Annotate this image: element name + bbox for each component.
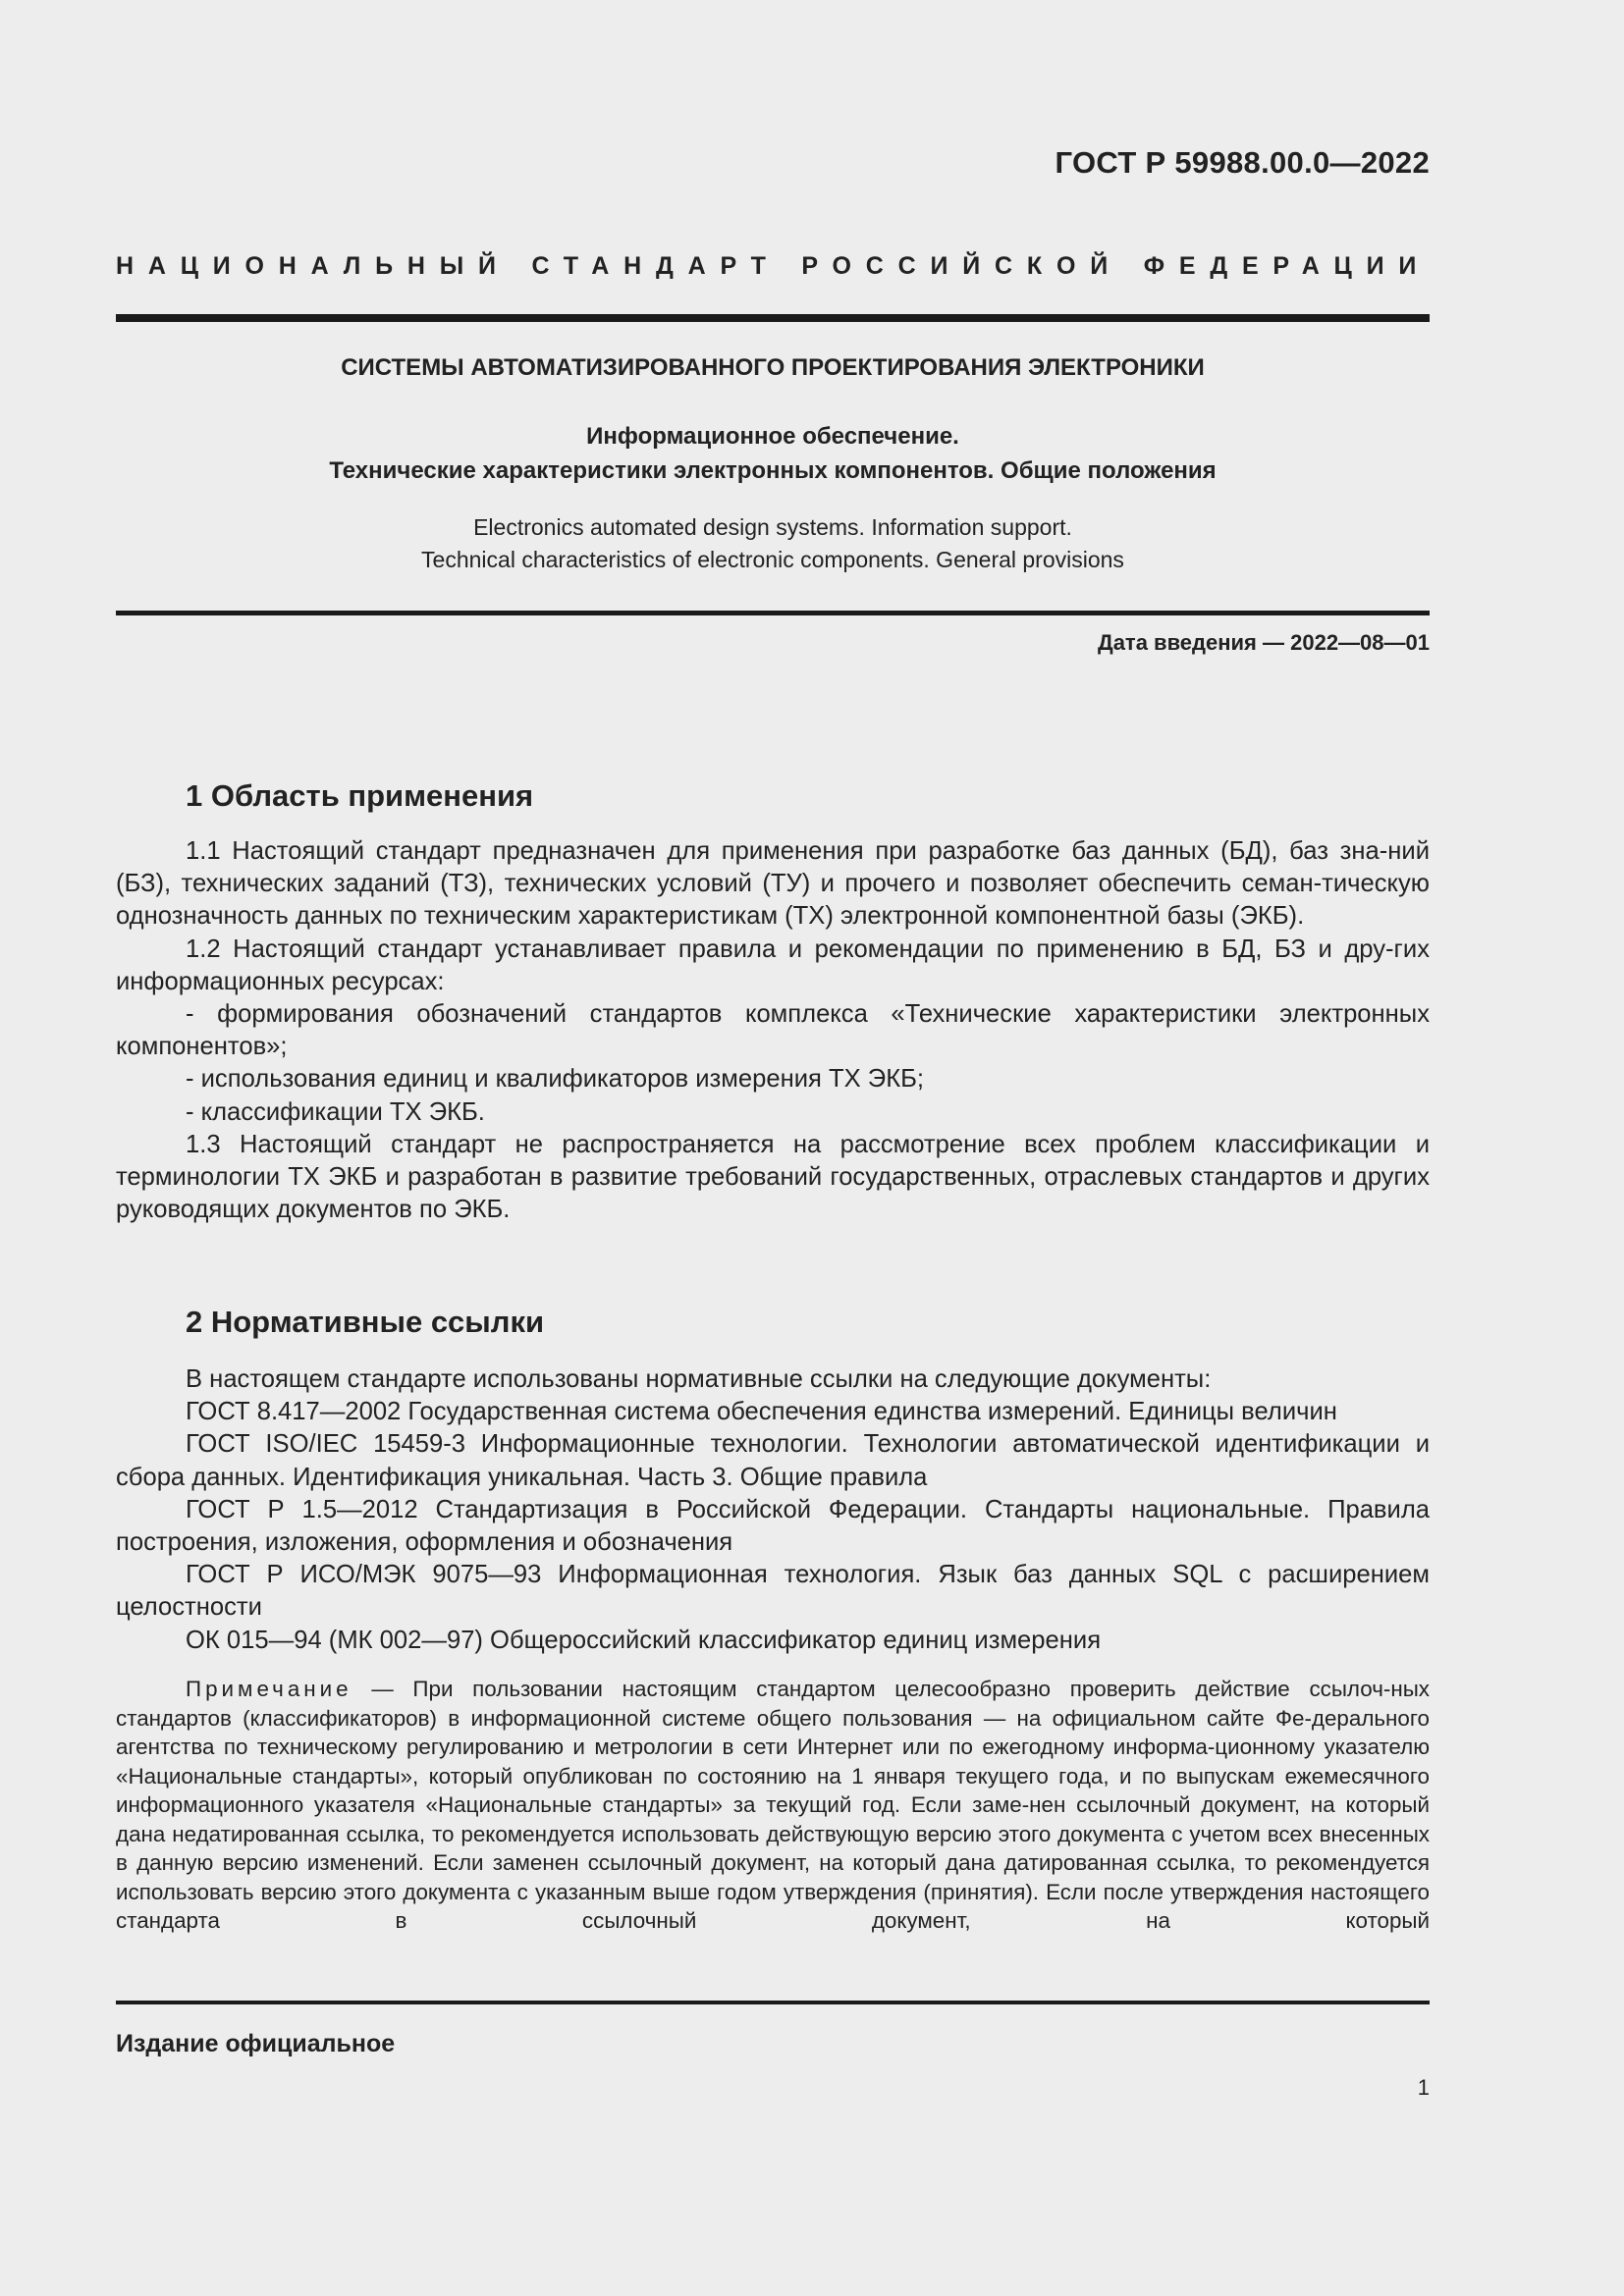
title-rule bbox=[116, 611, 1430, 615]
note-text: — При пользовании настоящим стандартом целесообразно проверить действие ссылоч-ных стандартов (классификаторов) в информационной системе общего пользования — на официальном сайте Фе-дерального агентства по техническому регулированию и метрологии в сети Интернет или по ежегодному информа-ционному указателю «Национальные стандарты», который опубликован по состоянию на 1 января текущего года, и по выпускам ежемесячного информационного указателя «Национальные стандарты» за текущий год. Если заме-нен ссылочный документ, на который дана недатированная ссылка, то рекомендуется использовать действующую версию этого документа с учетом всех внесенных в данную версию изменений. Если заменен ссылочный документ, на который дана датированная ссылка, то рекомендуется использовать версию этого документа с указанным выше годом утверждения (принятия). Если после утверждения настоящего стандарта в ссылочный документ, на который bbox=[116, 1677, 1430, 1933]
section-2-body bbox=[116, 1363, 1430, 1657]
english-title-line-1: Electronics automated design systems. Information support. bbox=[473, 514, 1072, 540]
note bbox=[116, 1675, 1430, 1936]
reference-item: ГОСТ 8.417—2002 Государственная система обеспечения единства измерений. Единицы величин bbox=[186, 1398, 1337, 1426]
subtitle-line-2: Технические характеристики электронных компонентов. Общие положения bbox=[329, 457, 1217, 484]
page-number: 1 bbox=[1417, 2075, 1430, 2100]
reference-item: ГОСТ ISO/IEC 15459-3 Информационные технологии. Технологии автоматической идентификации и сбора данных. Идентификация уникальная. Часть 3. Общие правила bbox=[116, 1430, 1430, 1491]
reference-item: ГОСТ Р 1.5—2012 Стандартизация в Российской Федерации. Стандарты национальные. Правила построения, изложения, оформления и обозначения bbox=[116, 1495, 1430, 1557]
section-1-heading: 1 Область применения bbox=[186, 778, 534, 813]
document-subtitle bbox=[116, 419, 1430, 488]
document-title: СИСТЕМЫ АВТОМАТИЗИРОВАННОГО ПРОЕКТИРОВАНИЯ ЭЛЕКТРОНИКИ bbox=[341, 354, 1205, 381]
header-rule bbox=[116, 314, 1430, 322]
section-1-body bbox=[116, 835, 1430, 1226]
references-intro: В настоящем стандарте использованы нормативные ссылки на следующие документы: bbox=[186, 1365, 1212, 1393]
paragraph-1-3: 1.3 Настоящий стандарт не распространяется на рассмотрение всех проблем классификации и терминологии ТХ ЭКБ и разработан в развитие требований государственных, отраслевых стандартов и других руководящих документов по ЭКБ. bbox=[116, 1130, 1430, 1224]
note-label: Примечание bbox=[186, 1677, 352, 1701]
official-edition-label: Издание официальное bbox=[116, 2030, 396, 2057]
list-item: - формирования обозначений стандартов комплекса «Технические характеристики электронных компонентов»; bbox=[116, 1000, 1430, 1061]
english-title bbox=[116, 511, 1430, 576]
document-number: ГОСТ Р 59988.00.0—2022 bbox=[1055, 145, 1430, 180]
subtitle-line-1: Информационное обеспечение. bbox=[586, 423, 959, 450]
reference-item: ГОСТ Р ИСО/МЭК 9075—93 Информационная технология. Язык баз данных SQL с расширением целостности bbox=[116, 1561, 1430, 1622]
introduction-date: Дата введения — 2022—08—01 bbox=[1098, 630, 1430, 655]
document-page bbox=[116, 0, 1430, 2296]
list-item: - использования единиц и квалификаторов измерения ТХ ЭКБ; bbox=[186, 1065, 925, 1094]
reference-item: ОК 015—94 (МК 002—97) Общероссийский классификатор единиц измерения bbox=[186, 1626, 1102, 1654]
section-2-heading: 2 Нормативные ссылки bbox=[186, 1305, 545, 1339]
paragraph-1-2: 1.2 Настоящий стандарт устанавливает правила и рекомендации по применению в БД, БЗ и дру-гих информационных ресурсах: bbox=[116, 934, 1430, 995]
note-paragraph bbox=[116, 1675, 1430, 1936]
english-title-line-2: Technical characteristics of electronic components. General provisions bbox=[421, 547, 1124, 572]
footer-rule bbox=[116, 2001, 1430, 2004]
paragraph-1-1: 1.1 Настоящий стандарт предназначен для применения при разработке баз данных (БД), баз зна-ний (БЗ), технических заданий (ТЗ), технических условий (ТУ) и прочего и позволяет обеспечить семан-тическую однозначность данных по техническим характеристикам (ТХ) электронной компонентной базы (ЭКБ). bbox=[116, 837, 1430, 931]
list-item: - классификации ТХ ЭКБ. bbox=[186, 1097, 485, 1126]
national-standard-banner: НАЦИОНАЛЬНЫЙ СТАНДАРТ РОССИЙСКОЙ ФЕДЕРАЦИИ bbox=[116, 252, 1432, 280]
